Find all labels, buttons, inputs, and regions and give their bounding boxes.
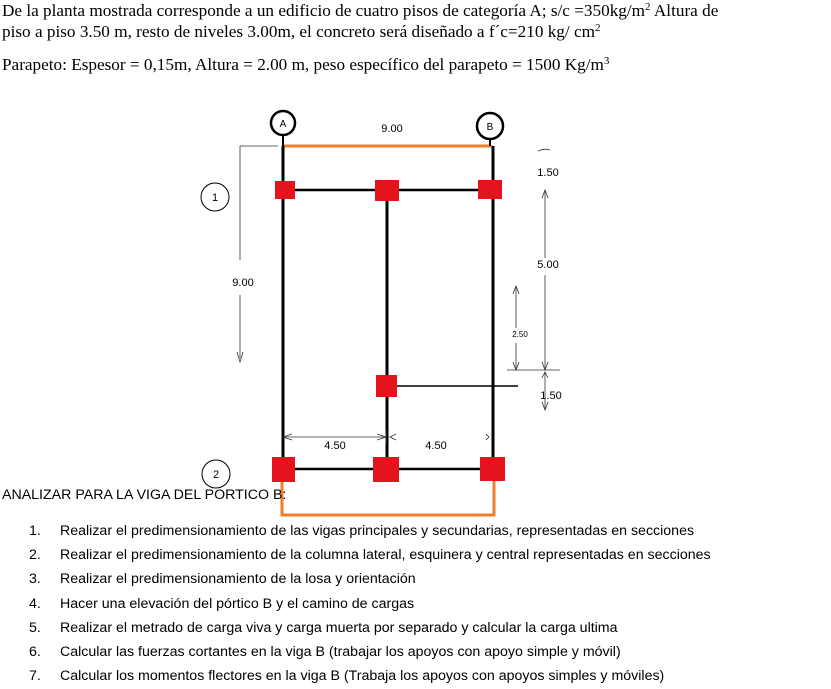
column-b2 <box>480 457 505 481</box>
dimension-inner: 2.50 <box>512 330 528 339</box>
problem-statement <box>2 0 831 75</box>
dimension-bottom-right: 4.50 <box>425 440 447 452</box>
task-list <box>0 519 711 688</box>
axis-bubble-a <box>271 111 295 146</box>
list-item: 4. Hacer una elevación del pórtico B y el camino de cargas <box>29 595 415 612</box>
floor-plan-drawing <box>0 100 831 481</box>
svg-text:2: 2 <box>212 469 220 481</box>
list-item: 3. Realizar el predimensionamiento de la losa y orientación <box>29 571 416 588</box>
axis-bubble-2 <box>202 460 230 488</box>
column-a2 <box>272 457 295 482</box>
parapet-top <box>284 145 491 146</box>
list-item: 6. Calcular las fuerzas cortantes en la viga B (trabajar los apoyos con apoyo simple y móvil) <box>29 643 621 660</box>
axis-bubble-1 <box>201 183 229 211</box>
svg-text:A: A <box>279 119 287 130</box>
column-b1 <box>478 180 502 199</box>
dimension-left: 9.00 <box>232 277 254 289</box>
list-item: 7. Calcular los momentos flectores en la viga B (Trabaja los apoyos con apoyos simples y móviles) <box>29 668 665 685</box>
parapet-statement: Parapeto: Espesor = 0,15m, Altura = 2.00 m, peso específico del parapeto = 1500 $Kg/m^3$ <box>2 55 610 74</box>
column-center-mid <box>376 375 397 397</box>
dimension-right-bottom: 1.50 <box>540 390 562 402</box>
dimension-right-mid: 5.00 <box>537 259 559 271</box>
column-center-2 <box>373 457 399 482</box>
dimension-right-top: 1.50 <box>537 167 559 179</box>
list-item: 5. Realizar el metrado de carga viva y carga muerta por separado y calcular la carga ultima <box>29 619 618 636</box>
analysis-heading: ANALIZAR PARA LA VIGA DEL PORTICO B: <box>2 487 287 503</box>
svg-text:1: 1 <box>211 192 219 204</box>
dimension-top: 9.00 <box>381 123 403 135</box>
list-item: 1. Realizar el predimensionamiento de las vigas principales y secundarias, representadas en secciones <box>29 523 695 539</box>
axis-bubble-b <box>477 113 503 146</box>
column-a1 <box>275 181 295 199</box>
statement-line-1: De la planta mostrada corresponde a un edificio de cuatro pisos de categoría A; $s/c =350kg/m^2$ Altura de <box>2 1 719 20</box>
statement-line-2: piso a piso 3.50 m, resto de niveles 3.00m, el concreto será diseñado a f´c=210 kg/ $cm^2$ <box>2 22 601 41</box>
svg-text:B: B <box>486 122 494 133</box>
dimension-bottom-left: 4.50 <box>324 440 346 452</box>
column-center-1 <box>375 180 399 201</box>
list-item: 2. Realizar el predimensionamiento de la columna lateral, esquinera y central representadas en secciones <box>29 547 711 564</box>
